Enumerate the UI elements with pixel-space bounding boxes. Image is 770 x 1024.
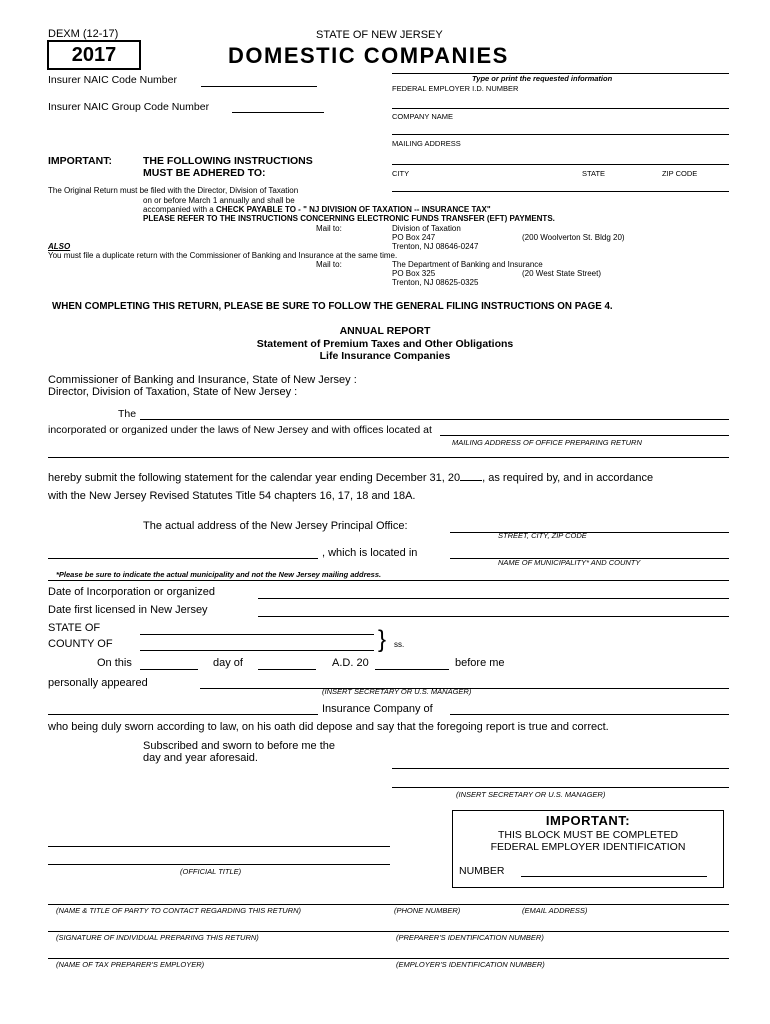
mailing-address-label: MAILING ADDRESS bbox=[392, 139, 461, 148]
street-city-zip-caption: STREET, CITY, ZIP CODE bbox=[498, 531, 587, 540]
state-of-field[interactable] bbox=[140, 634, 374, 635]
employer-id-caption: (EMPLOYER'S IDENTIFICATION NUMBER) bbox=[396, 960, 545, 969]
type-print-note: Type or print the requested information bbox=[472, 74, 613, 83]
employer-line-field[interactable] bbox=[48, 958, 729, 959]
municipality-caption: NAME OF MUNICIPALITY* AND COUNTY bbox=[498, 558, 641, 567]
notary-signature-field[interactable] bbox=[48, 846, 390, 847]
principal-office-field[interactable] bbox=[450, 532, 729, 533]
sworn-statement: who being duly sworn according to law, on his oath did depose and say that the foregoing report is true and correct. bbox=[48, 721, 609, 733]
form-year: 2017 bbox=[47, 40, 141, 70]
report-title: ANNUAL REPORT bbox=[339, 325, 431, 337]
preparer-id-caption: (PREPARER'S IDENTIFICATION NUMBER) bbox=[396, 933, 544, 942]
insurance-company-field-2[interactable] bbox=[450, 714, 729, 715]
signature-field-2[interactable] bbox=[392, 787, 729, 788]
fein-important-block bbox=[452, 810, 724, 888]
office-address-field-2[interactable] bbox=[48, 457, 729, 458]
city-label: CITY bbox=[392, 169, 410, 178]
naic-group-label: Insurer NAIC Group Code Number bbox=[48, 101, 210, 113]
instr-line-3: accompanied with a CHECK PAYABLE TO - " NJ DIVISION OF TAXATION -- INSURANCE TAX" bbox=[143, 205, 491, 214]
signature-line-field[interactable] bbox=[48, 931, 729, 932]
county-of-field[interactable] bbox=[140, 650, 374, 651]
ss-label: ss. bbox=[394, 640, 405, 649]
duplicate-return-line: You must file a duplicate return with the Commissioner of Banking and Insurance at the same time. bbox=[48, 251, 398, 260]
principal-office-field-2[interactable] bbox=[48, 558, 318, 559]
important-block-heading: IMPORTANT: bbox=[545, 813, 631, 828]
brace-symbol: } bbox=[378, 626, 387, 653]
date-licensed-field[interactable] bbox=[258, 616, 729, 617]
following-instructions: THE FOLLOWING INSTRUCTIONS bbox=[143, 155, 313, 167]
report-subtitle-2: Life Insurance Companies bbox=[319, 350, 451, 362]
city-state-zip-field[interactable] bbox=[392, 191, 729, 192]
instr-line-1: The Original Return must be filed with the Director, Division of Taxation bbox=[48, 186, 299, 195]
contact-name-caption: (NAME & TITLE OF PARTY TO CONTACT REGARDING THIS RETURN) bbox=[56, 906, 302, 915]
insert-secretary-caption-2: (INSERT SECRETARY OR U.S. MANAGER) bbox=[456, 790, 606, 799]
note-rule bbox=[48, 580, 729, 581]
ad-year-field[interactable] bbox=[375, 669, 449, 670]
also-label: ALSO bbox=[48, 242, 71, 251]
naic-code-label: Insurer NAIC Code Number bbox=[48, 74, 177, 86]
date-incorporation-label: Date of Incorporation or organized bbox=[48, 586, 215, 598]
municipality-note: *Please be sure to indicate the actual municipality and not the New Jersey mailing address. bbox=[56, 570, 382, 579]
company-the-field[interactable] bbox=[140, 419, 729, 420]
commissioner-line: Commissioner of Banking and Insurance, State of New Jersey : bbox=[48, 374, 357, 386]
naic-code-field[interactable] bbox=[201, 86, 317, 87]
official-title-field[interactable] bbox=[48, 864, 390, 865]
mailing-address-field[interactable] bbox=[392, 164, 729, 165]
mail-to-1: Mail to: bbox=[316, 224, 342, 233]
statutes-line: with the New Jersey Revised Statutes Title 54 chapters 16, 17, 18 and 18A. bbox=[48, 490, 416, 502]
signature-caption: (SIGNATURE OF INDIVIDUAL PREPARING THIS RETURN) bbox=[56, 933, 259, 942]
employer-name-caption: (NAME OF TAX PREPARER'S EMPLOYER) bbox=[56, 960, 205, 969]
report-subtitle: Statement of Premium Taxes and Other Obligations bbox=[256, 338, 514, 350]
contact-line-field[interactable] bbox=[48, 904, 729, 905]
located-in-label: , which is located in bbox=[322, 547, 418, 559]
company-name-label: COMPANY NAME bbox=[392, 112, 453, 121]
county-of-label: COUNTY OF bbox=[48, 638, 113, 650]
official-title-caption: (OFFICIAL TITLE) bbox=[180, 867, 242, 876]
email-caption: (EMAIL ADDRESS) bbox=[522, 906, 588, 915]
ad-20-label: A.D. 20 bbox=[332, 657, 369, 669]
state-label: STATE bbox=[582, 169, 606, 178]
subscribed-line-2: day and year aforesaid. bbox=[143, 752, 258, 764]
must-adhere: MUST BE ADHERED TO: bbox=[143, 167, 266, 179]
instr-line-2: on or before March 1 annually and shall be bbox=[143, 196, 295, 205]
date-licensed-label: Date first licensed in New Jersey bbox=[48, 604, 208, 616]
important-block-line-2: FEDERAL EMPLOYER IDENTIFICATION bbox=[490, 841, 686, 853]
day-of-field[interactable] bbox=[258, 669, 316, 670]
po-box-247: PO Box 247 bbox=[392, 233, 436, 242]
subscribed-line-1: Subscribed and sworn to before me the bbox=[143, 740, 336, 752]
west-state-address: (20 West State Street) bbox=[522, 269, 601, 278]
important-block-line-1: THIS BLOCK MUST BE COMPLETED bbox=[497, 829, 679, 841]
woolverton-address: (200 Woolverton St. Bldg 20) bbox=[522, 233, 625, 242]
incorporated-line: incorporated or organized under the laws of New Jersey and with offices located at bbox=[48, 424, 432, 436]
mailing-address-caption: MAILING ADDRESS OF OFFICE PREPARING RETURN bbox=[452, 438, 642, 447]
hereby-line: hereby submit the following statement for the calendar year ending December 31, 20 , as required by, and in accordance bbox=[48, 472, 654, 484]
state-of-label: STATE OF bbox=[48, 622, 101, 634]
phone-caption: (PHONE NUMBER) bbox=[394, 906, 461, 915]
po-box-325: PO Box 325 bbox=[392, 269, 436, 278]
actual-address-label: The actual address of the New Jersey Principal Office: bbox=[143, 520, 408, 532]
company-name-field[interactable] bbox=[392, 134, 729, 135]
insert-secretary-caption-1: (INSERT SECRETARY OR U.S. MANAGER) bbox=[322, 687, 472, 696]
important-block-number-label: NUMBER bbox=[459, 865, 505, 877]
dept-banking: The Department of Banking and Insurance bbox=[392, 260, 543, 269]
important-label: IMPORTANT: bbox=[48, 155, 112, 167]
director-line: Director, Division of Taxation, State of New Jersey : bbox=[48, 386, 298, 398]
trenton-0247: Trenton, NJ 08646-0247 bbox=[392, 242, 479, 251]
insurance-company-label: Insurance Company of bbox=[322, 703, 433, 715]
instr-eft: PLEASE REFER TO THE INSTRUCTIONS CONCERNING ELECTRONIC FUNDS TRANSFER (EFT) PAYMENTS. bbox=[143, 214, 555, 223]
naic-group-field[interactable] bbox=[232, 112, 324, 113]
the-label: The bbox=[118, 408, 137, 420]
fein-label: FEDERAL EMPLOYER I.D. NUMBER bbox=[392, 84, 519, 93]
date-incorporation-field[interactable] bbox=[258, 598, 729, 599]
state-heading: STATE OF NEW JERSEY bbox=[316, 29, 443, 41]
signature-field-1[interactable] bbox=[392, 768, 729, 769]
fein-field[interactable] bbox=[392, 108, 729, 109]
fein-number-field[interactable] bbox=[521, 876, 707, 877]
general-filing-note: WHEN COMPLETING THIS RETURN, PLEASE BE SURE TO FOLLOW THE GENERAL FILING INSTRUCTIONS ON PAGE 4. bbox=[52, 301, 613, 312]
on-this-label: On this bbox=[97, 657, 132, 669]
division-taxation: Division of Taxation bbox=[392, 224, 461, 233]
mail-to-2: Mail to: bbox=[316, 260, 342, 269]
insurance-company-field[interactable] bbox=[48, 714, 318, 715]
office-address-field[interactable] bbox=[440, 435, 729, 436]
form-code: DEXM (12-17) bbox=[48, 28, 119, 40]
trenton-0325: Trenton, NJ 08625-0325 bbox=[392, 278, 479, 287]
personally-appeared-label: personally appeared bbox=[48, 677, 148, 689]
on-this-field[interactable] bbox=[140, 669, 198, 670]
day-of-label: day of bbox=[213, 657, 243, 669]
zip-label: ZIP CODE bbox=[662, 169, 698, 178]
form-title: DOMESTIC COMPANIES bbox=[228, 43, 509, 68]
before-me-label: before me bbox=[455, 657, 505, 669]
